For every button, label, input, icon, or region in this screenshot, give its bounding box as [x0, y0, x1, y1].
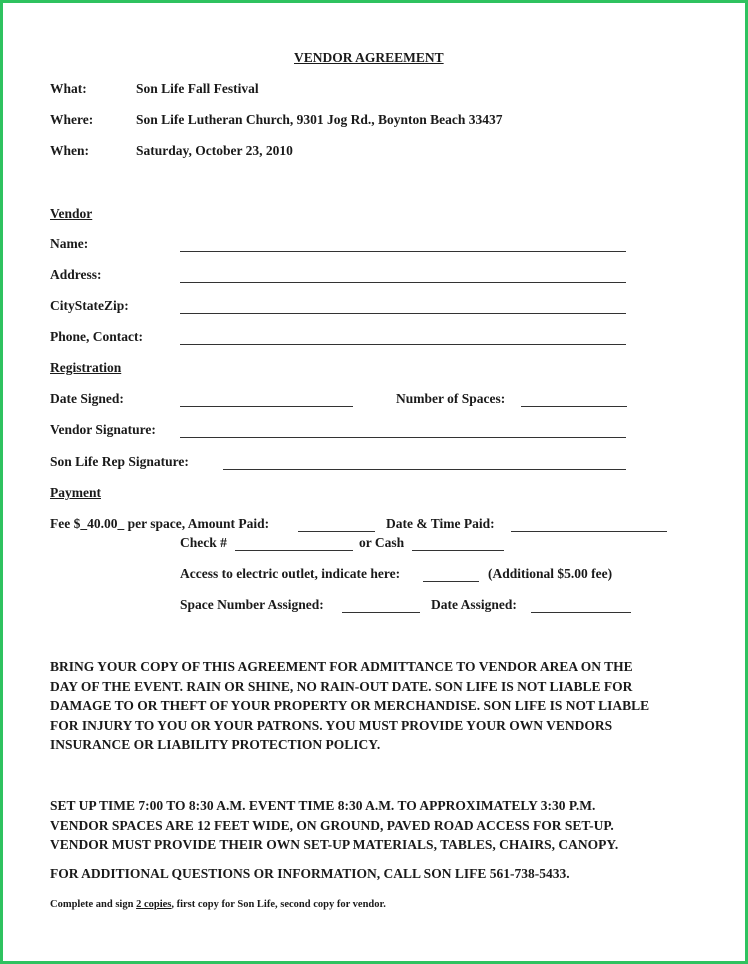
what-label: What:	[50, 81, 87, 96]
notice-line: DAMAGE TO OR THEFT OF YOUR PROPERTY OR MERCHANDISE. SON LIFE IS NOT LIABLE	[50, 698, 650, 713]
contact-line: FOR ADDITIONAL QUESTIONS OR INFORMATION, CALL SON LIFE 561-738-5433.	[50, 866, 570, 881]
where-label: Where:	[50, 112, 94, 127]
notice-line: BRING YOUR COPY OF THIS AGREEMENT FOR ADMITTANCE TO VENDOR AREA ON THE	[50, 659, 633, 674]
address-label: Address:	[50, 267, 102, 282]
footer-after: , first copy for Son Life, second copy for vendor.	[171, 899, 386, 910]
setup-paragraph	[50, 796, 710, 855]
space-number-field[interactable]	[342, 612, 420, 613]
footer-copies: 2 copies	[136, 899, 172, 910]
when-value: Saturday, October 23, 2010	[136, 143, 293, 158]
spaces-label: Number of Spaces:	[396, 391, 506, 406]
document-title: VENDOR AGREEMENT	[294, 50, 444, 65]
date-signed-label: Date Signed:	[50, 391, 124, 406]
name-field[interactable]	[180, 251, 626, 252]
phone-label: Phone, Contact:	[50, 329, 143, 344]
phone-field[interactable]	[180, 344, 626, 345]
vendor-heading: Vendor	[50, 206, 93, 221]
footer-before: Complete and sign	[50, 899, 137, 910]
spaces-field[interactable]	[521, 406, 627, 407]
name-label: Name:	[50, 236, 89, 251]
date-assigned-label: Date Assigned:	[431, 597, 517, 612]
electric-label: Access to electric outlet, indicate here:	[180, 566, 401, 581]
setup-line: VENDOR SPACES ARE 12 FEET WIDE, ON GROUND, PAVED ROAD ACCESS FOR SET-UP.	[50, 817, 614, 833]
what-value: Son Life Fall Festival	[136, 81, 259, 96]
rep-signature-label: Son Life Rep Signature:	[50, 454, 189, 469]
fee-label: Fee $_40.00_ per space, Amount Paid:	[50, 516, 270, 531]
footer-note	[50, 899, 386, 910]
citystatezip-label: CityStateZip:	[50, 298, 129, 313]
when-label: When:	[50, 143, 90, 158]
date-time-paid-field[interactable]	[511, 531, 667, 532]
address-field[interactable]	[180, 282, 626, 283]
notice-paragraph	[50, 657, 710, 755]
cash-field[interactable]	[412, 550, 504, 551]
notice-line: DAY OF THE EVENT. RAIN OR SHINE, NO RAIN-OUT DATE. SON LIFE IS NOT LIABLE FOR	[50, 678, 633, 694]
registration-heading: Registration	[50, 360, 122, 375]
check-number-field[interactable]	[235, 550, 353, 551]
date-assigned-field[interactable]	[531, 612, 631, 613]
date-time-paid-label: Date & Time Paid:	[386, 516, 495, 531]
check-label: Check #	[180, 535, 227, 550]
notice-line: INSURANCE OR LIABILITY PROTECTION POLICY.	[50, 737, 381, 752]
date-signed-field[interactable]	[180, 406, 353, 407]
vendor-signature-field[interactable]	[180, 437, 626, 438]
setup-line: VENDOR MUST PROVIDE THEIR OWN SET-UP MATERIALS, TABLES, CHAIRS, CANOPY.	[50, 837, 619, 852]
vendor-signature-label: Vendor Signature:	[50, 422, 156, 437]
or-cash-label: or Cash	[359, 535, 405, 550]
citystatezip-field[interactable]	[180, 313, 626, 314]
amount-paid-field[interactable]	[298, 531, 375, 532]
notice-line: FOR INJURY TO YOU OR YOUR PATRONS. YOU MUST PROVIDE YOUR OWN VENDORS	[50, 717, 613, 733]
setup-line: SET UP TIME 7:00 TO 8:30 A.M. EVENT TIME 8:30 A.M. TO APPROXIMATELY 3:30 P.M.	[50, 798, 596, 813]
where-value: Son Life Lutheran Church, 9301 Jog Rd., Boynton Beach 33437	[136, 112, 503, 127]
electric-fee: (Additional $5.00 fee)	[488, 566, 613, 581]
electric-field[interactable]	[423, 581, 479, 582]
payment-heading: Payment	[50, 485, 101, 500]
rep-signature-field[interactable]	[223, 469, 626, 470]
space-number-label: Space Number Assigned:	[180, 597, 324, 612]
